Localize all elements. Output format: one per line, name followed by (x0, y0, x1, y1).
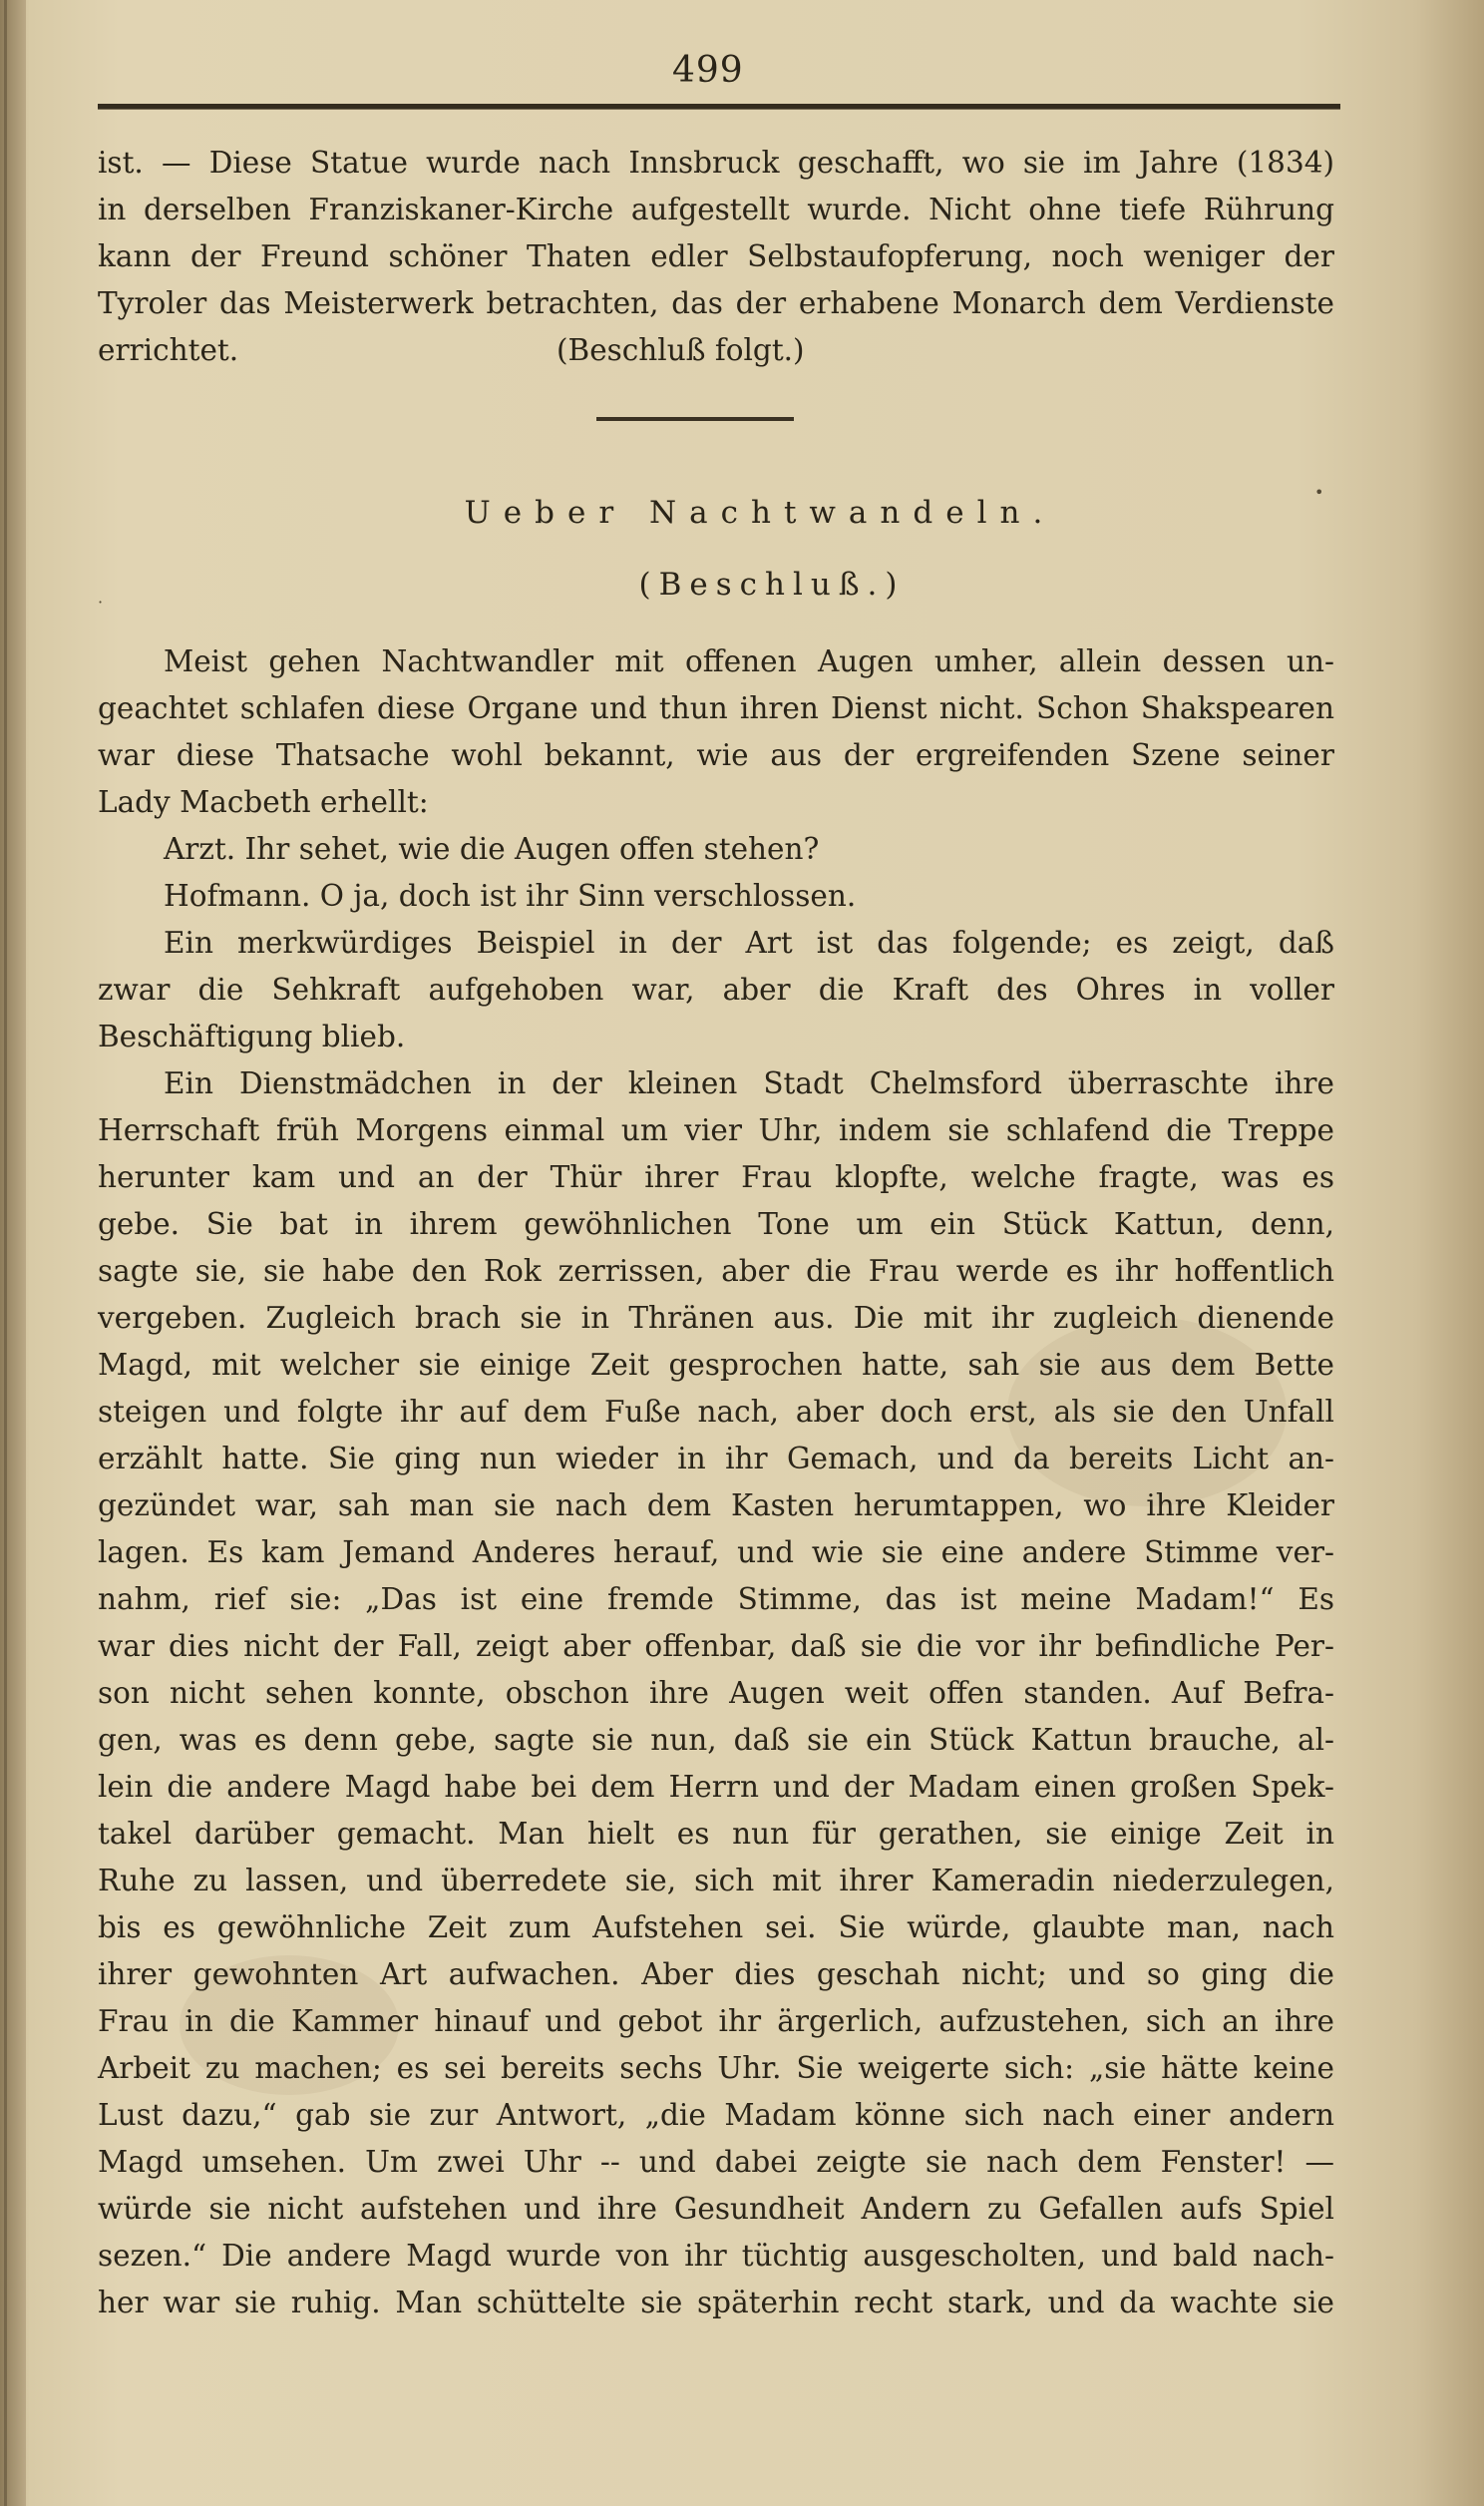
text-line: Magd umsehen. Um zwei Uhr -- und dabei zeigte sie nach dem Fenster! — (98, 2145, 1334, 2179)
text-line: herunter kam und an der Thür ihrer Frau klopfte, welche fragte, was es (98, 1160, 1334, 1194)
text-line: Ein Dienstmädchen in der kleinen Stadt Chelmsford überraschte ihre (164, 1066, 1334, 1100)
article-subtitle: (Beschluß.) (638, 567, 906, 603)
text-line: gezündet war, sah man sie nach dem Kasten herumtappen, wo ihre Kleider (98, 1488, 1334, 1522)
article-title: Ueber Nachtwandeln. (464, 495, 1056, 531)
article-body (98, 638, 1334, 2326)
text-line: Frau in die Kammer hinauf und gebot ihr ärgerlich, aufzustehen, sich an ihre (98, 2004, 1334, 2038)
text-line: kann der Freund schöner Thaten edler Selbstaufopferung, noch weniger der (98, 239, 1334, 273)
text-line: war diese Thatsache wohl bekannt, wie aus der ergreifenden Szene seiner (98, 738, 1334, 772)
text-line: gebe. Sie bat in ihrem gewöhnlichen Tone um ein Stück Kattun, denn, (98, 1207, 1334, 1241)
text-line: Meist gehen Nachtwandler mit offenen Augen umher, allein dessen un- (164, 644, 1334, 678)
text-line: Arbeit zu machen; es sei bereits sechs Uhr. Sie weigerte sich: „sie hätte keine (98, 2051, 1334, 2085)
text-line: Tyroler das Meisterwerk betrachten, das der erhabene Monarch dem Verdienste (98, 286, 1334, 320)
text-line (98, 327, 1334, 374)
text-line: steigen und folgte ihr auf dem Fuße nach, aber doch erst, als sie den Unfall (98, 1395, 1334, 1429)
print-mark: • (1314, 483, 1324, 502)
text-line: geachtet schlafen diese Organe und thun ihren Dienst nicht. Schon Shakspearen (98, 691, 1334, 725)
gutter-shadow-line (4, 0, 7, 2506)
final-text: errichtet. (98, 333, 239, 367)
text-line: vergeben. Zugleich brach sie in Thränen aus. Die mit ihr zugleich dienende (98, 1301, 1334, 1335)
dialogue-line: Arzt. Ihr sehet, wie die Augen offen stehen? (164, 832, 820, 866)
text-line: lein die andere Magd habe bei dem Herrn und der Madam einen großen Spek- (98, 1770, 1334, 1804)
section-divider (596, 417, 794, 421)
text-line: lagen. Es kam Jemand Anderes herauf, und wie sie eine andere Stimme ver- (98, 1535, 1334, 1569)
header-rule (98, 104, 1340, 110)
text-line: Magd, mit welcher sie einige Zeit gesprochen hatte, sah sie aus dem Bette (98, 1348, 1334, 1382)
text-line: Beschäftigung blieb. (98, 1020, 406, 1053)
text-line: takel darüber gemacht. Man hielt es nun für gerathen, sie einige Zeit in (98, 1817, 1334, 1851)
text-line: gen, was es denn gebe, sagte sie nun, daß sie ein Stück Kattun brauche, al- (98, 1723, 1334, 1757)
book-gutter (0, 0, 26, 2506)
text-line: sezen.“ Die andere Magd wurde von ihr tüchtig ausgescholten, und bald nach- (98, 2239, 1334, 2273)
text-line: Lady Macbeth erhellt: (98, 785, 429, 819)
text-line: erzählt hatte. Sie ging nun wieder in ihr Gemach, und da bereits Licht an- (98, 1442, 1334, 1475)
text-line: würde sie nicht aufstehen und ihre Gesundheit Andern zu Gefallen aufs Spiel (98, 2192, 1334, 2226)
text-line: nahm, rief sie: „Das ist eine fremde Stimme, das ist meine Madam!“ Es (98, 1582, 1334, 1616)
dialogue-line: Hofmann. O ja, doch ist ihr Sinn verschlossen. (164, 879, 857, 913)
text-line: sagte sie, sie habe den Rok zerrissen, aber die Frau werde es ihr hoffentlich (98, 1254, 1334, 1288)
text-line: son nicht sehen konnte, obschon ihre Augen weit offen standen. Auf Befra- (98, 1676, 1334, 1710)
text-line: Ein merkwürdiges Beispiel in der Art ist das folgende; es zeigt, daß (164, 926, 1334, 960)
continuation-note: (Beschluß folgt.) (556, 333, 805, 367)
text-line: bis es gewöhnliche Zeit zum Aufstehen sei. Sie würde, glaubte man, nach (98, 1910, 1334, 1944)
text-line: in derselben Franziskaner-Kirche aufgestellt wurde. Nicht ohne tiefe Rührung (98, 193, 1334, 226)
text-line: war dies nicht der Fall, zeigt aber offenbar, daß sie die vor ihr befindliche Per- (98, 1629, 1334, 1663)
text-line: Herrschaft früh Morgens einmal um vier Uhr, indem sie schlafend die Treppe (98, 1113, 1334, 1147)
page-number: 499 (672, 50, 744, 91)
text-line: zwar die Sehkraft aufgehoben war, aber die Kraft des Ohres in voller (98, 973, 1334, 1007)
text-line: ihrer gewohnten Art aufwachen. Aber dies geschah nicht; und so ging die (98, 1957, 1334, 1991)
text-line: her war sie ruhig. Man schüttelte sie späterhin recht stark, und da wachte sie (98, 2286, 1334, 2319)
previous-article-ending (98, 140, 1334, 374)
print-mark: · (98, 593, 104, 612)
text-line: Ruhe zu lassen, und überredete sie, sich mit ihrer Kameradin niederzulegen, (98, 1864, 1334, 1897)
text-line: ist. — Diese Statue wurde nach Innsbruck geschafft, wo sie im Jahre (1834) (98, 146, 1334, 180)
text-line: Lust dazu,“ gab sie zur Antwort, „die Madam könne sich nach einer andern (98, 2098, 1334, 2132)
